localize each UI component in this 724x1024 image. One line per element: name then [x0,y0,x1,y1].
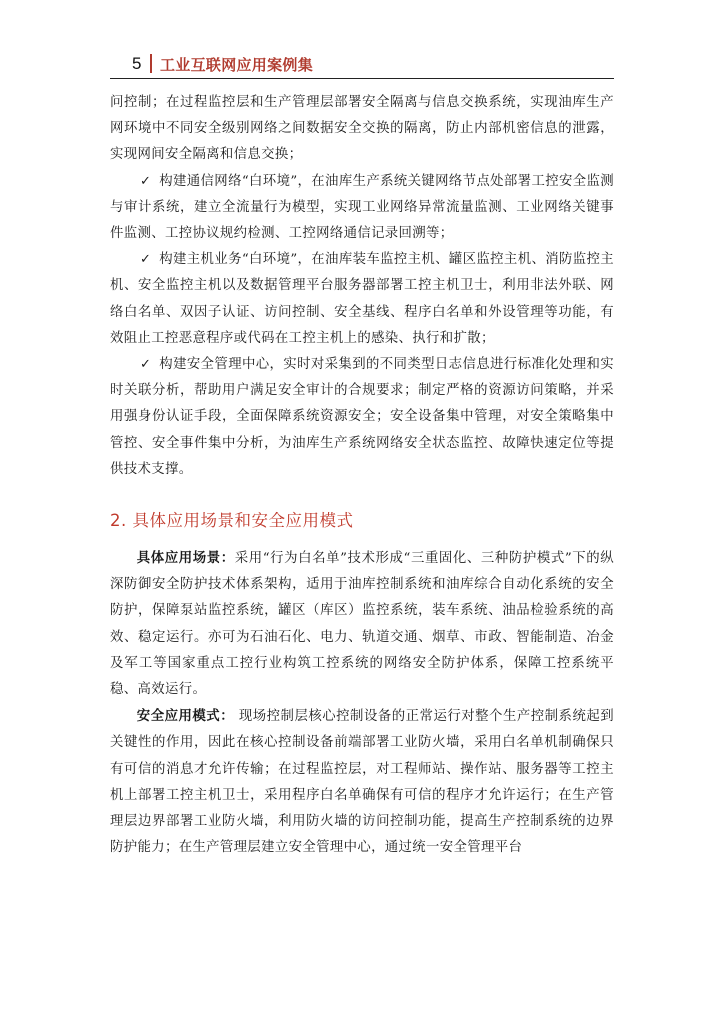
section-heading: 2. 具体应用场景和安全应用模式 [110,511,354,531]
book-title: 工业互联网应用案例集 [160,56,314,74]
bullet-item [110,247,614,352]
scenario-paragraph [110,545,614,703]
bullet-item [110,169,614,248]
mode-paragraph [110,703,614,861]
page-number: 5 [132,54,142,73]
bullet-text: 构建主机业务“白环境”，在油库装车监控主机、罐区监控主机、消防监控主机、安全监控主机以及数据管理平台服务器部署工控主机卫士，利用非法外联、网络白名单、双因子认证、访问控制、安全基线、程序白名单和外设管理等功能，有效阻止工控恶意程序或代码在工控主机上的感染、执行和扩散； [110,252,614,346]
check-icon: ✓ [140,357,152,373]
scenario-text: 采用“行为白名单”技术形成“三重固化、三种防护模式”下的纵深防御安全防护技术体系架构，适用于油库控制系统和油库综合自动化系统的安全防护，保障泵站监控系统，罐区（库区）监控系统，装车系统、油品检验系统的高效、稳定运行。亦可为石油石化、电力、轨道交通、烟草、市政、智能制造、冶金及军工等国家重点工控行业构筑工控系统的网络安全防护体系，保障工控系统平稳、高效运行。 [110,551,615,698]
page-header [110,52,614,79]
bullet-text: 构建通信网络“白环境”，在油库生产系统关键网络节点处部署工控安全监测与审计系统，建立全流量行为模型，实现工业网络异常流量监测、工业网络关键事件监测、工控协议规约检测、工控网络通信记录回溯等； [110,173,614,242]
check-icon: ✓ [140,173,152,189]
check-icon: ✓ [140,252,152,268]
bullet-text: 构建安全管理中心，实时对采集到的不同类型日志信息进行标准化处理和实时关联分析，帮助用户满足安全审计的合规要求；制定严格的资源访问策略，并采用强身份认证手段，全面保障系统资源安全；安全设备集中管理，对安全策略集中管控、安全事件集中分析，为油库生产系统网络安全状态监控、故障快速定位等提供技术支撑。 [110,357,614,477]
intro-paragraph: 问控制；在过程监控层和生产管理层部署安全隔离与信息交换系统，实现油库生产网环境中不同安全级别网络之间数据安全交换的隔离，防止内部机密信息的泄露，实现网间安全隔离和信息交换； [110,95,614,163]
scenario-label: 具体应用场景： [136,550,235,567]
mode-label: 安全应用模式： [136,708,235,725]
bullet-item [110,352,614,483]
header-divider [150,54,152,73]
mode-text: 现场控制层核心控制设备的正常运行对整个生产控制系统起到关键性的作用，因此在核心控制设备前端部署工业防火墙，采用白名单机制确保只有可信的消息才允许传输；在过程监控层，对工程师站、操作站、服务器等工控主机上部署工控主机卫士，采用程序白名单确保有可信的程序才允许运行；在生产管理层边界部署工业防火墙，利用防火墙的访问控制功能，提高生产控制系统的边界防护能力；在生产管理层建立安全管理中心，通过统一安全管理平台 [110,709,614,856]
page-body [110,90,614,861]
